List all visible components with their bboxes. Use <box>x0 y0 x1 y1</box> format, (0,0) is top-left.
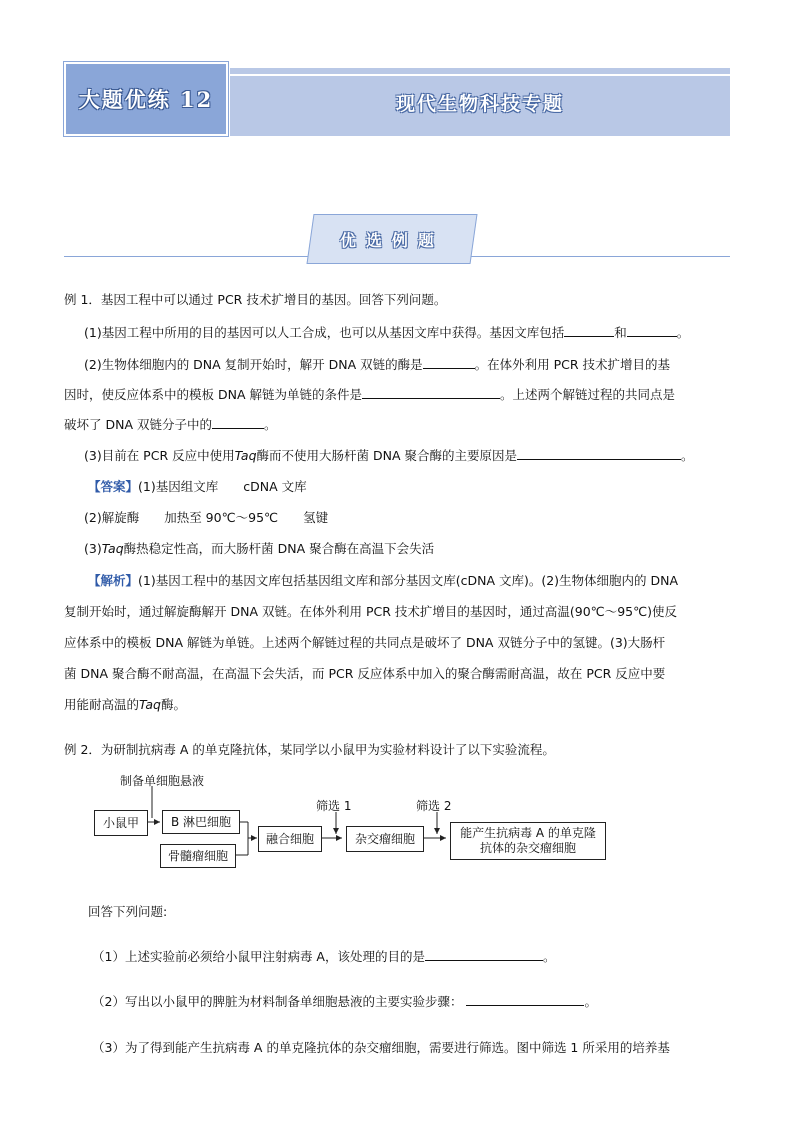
taq-italic: Taq <box>234 448 257 463</box>
text: 。 <box>681 448 694 463</box>
text: 酶而不使用大肠杆菌 DNA 聚合酶的主要原因是 <box>256 448 518 463</box>
text: 因时，使反应体系中的模板 DNA 解链为单链的条件是 <box>64 387 362 402</box>
analysis-line3: 应体系中的模板 DNA 解链为单链。上述两个解链过程的共同点是破坏了 DNA 双链分子中的氢键。(3)大肠杆 <box>64 635 666 650</box>
ex2-q1 <box>92 948 556 965</box>
flow-box-mouse: 小鼠甲 <box>94 810 148 836</box>
text: 。上述两个解链过程的共同点是 <box>499 387 675 402</box>
ex2-q3: （3）为了得到能产生抗病毒 A 的单克隆抗体的杂交瘤细胞，需要进行筛选。图中筛选 1 所采用的培养基 <box>92 1040 670 1055</box>
taq-italic: Taq <box>139 697 161 712</box>
flow-final-line1: 能产生抗病毒 A 的单克隆 <box>460 826 596 840</box>
text: 。 <box>542 949 556 964</box>
ex2-q2 <box>92 993 597 1010</box>
text: 用能耐高温的 <box>64 697 140 712</box>
section-title: 优选例题 <box>339 230 444 250</box>
answer-tag: 【答案】 <box>88 479 139 494</box>
banner-topic-title: 现代生物科技专题 <box>395 92 564 115</box>
flow-box-bcell: B 淋巴细胞 <box>162 810 240 834</box>
flow-box-fused: 融合细胞 <box>258 826 322 852</box>
text: 。 <box>263 417 277 432</box>
text: （2）写出以小鼠甲的脾脏为材料制备单细胞悬液的主要实验步骤： <box>92 994 463 1009</box>
text: (3) <box>84 541 102 556</box>
ex2-question: 例 2．为研制抗病毒 A 的单克隆抗体，某同学以小鼠甲为实验材料设计了以下实验流程。 <box>64 742 555 757</box>
text: (3)目前在 PCR 反应中使用 <box>84 448 235 463</box>
analysis-line2: 复制开始时，通过解旋酶解开 DNA 双链。在体外利用 PCR 技术扩增目的基因时，通过高温(90℃～95℃)使反 <box>64 604 678 619</box>
ex2-intro: 回答下列问题: <box>88 904 168 919</box>
text: 破坏了 DNA 双链分子中的 <box>64 417 212 432</box>
banner-number-title: 大题优练 12 <box>78 87 214 112</box>
text: 和 <box>614 325 627 340</box>
analysis-line4: 菌 DNA 聚合酶不耐高温，在高温下会失活，而 PCR 反应体系中加入的聚合酶需耐高温，故在 PCR 反应中要 <box>64 666 666 681</box>
blank[interactable] <box>466 993 584 1006</box>
flow-label-screen1: 筛选 1 <box>316 799 352 813</box>
flow-box-final <box>450 822 606 860</box>
flow-box-hybridoma: 杂交瘤细胞 <box>346 826 424 852</box>
text: 。 <box>676 325 690 340</box>
flow-label-screen2: 筛选 2 <box>416 799 452 813</box>
flow-label-prepare: 制备单细胞悬液 <box>120 774 205 788</box>
text: 酶。 <box>160 697 186 712</box>
text: 。在体外利用 PCR 技术扩增目的基 <box>474 357 671 372</box>
text: 。 <box>584 994 597 1009</box>
answer-line2: (2)解旋酶 加热至 90℃～95℃ 氢键 <box>84 510 329 525</box>
text: (2)生物体细胞内的 DNA 复制开始时，解开 DNA 双链的酶是 <box>84 357 423 372</box>
text: (1)基因工程中的基因文库包括基因组文库和部分基因文库(cDNA 文库)。(2)生物体细胞内的 DNA <box>138 573 679 588</box>
flow-final-line2: 抗体的杂交瘤细胞 <box>479 841 576 855</box>
text: (1)基因组文库 cDNA 文库 <box>138 479 307 494</box>
analysis-tag: 【解析】 <box>88 573 139 588</box>
blank[interactable] <box>425 948 543 961</box>
flow-box-myeloma: 骨髓瘤细胞 <box>160 844 236 868</box>
text: （1）上述实验前必须给小鼠甲注射病毒 A，该处理的目的是 <box>92 949 425 964</box>
text: 酶热稳定性高，而大肠杆菌 DNA 聚合酶在高温下会失活 <box>123 541 435 556</box>
text: (1)基因工程中所用的目的基因可以人工合成，也可以从基因文库中获得。基因文库包括 <box>84 325 565 340</box>
ex1-question: 例 1．基因工程中可以通过 PCR 技术扩增目的基因。回答下列问题。 <box>64 292 447 307</box>
taq-italic: Taq <box>101 541 124 556</box>
